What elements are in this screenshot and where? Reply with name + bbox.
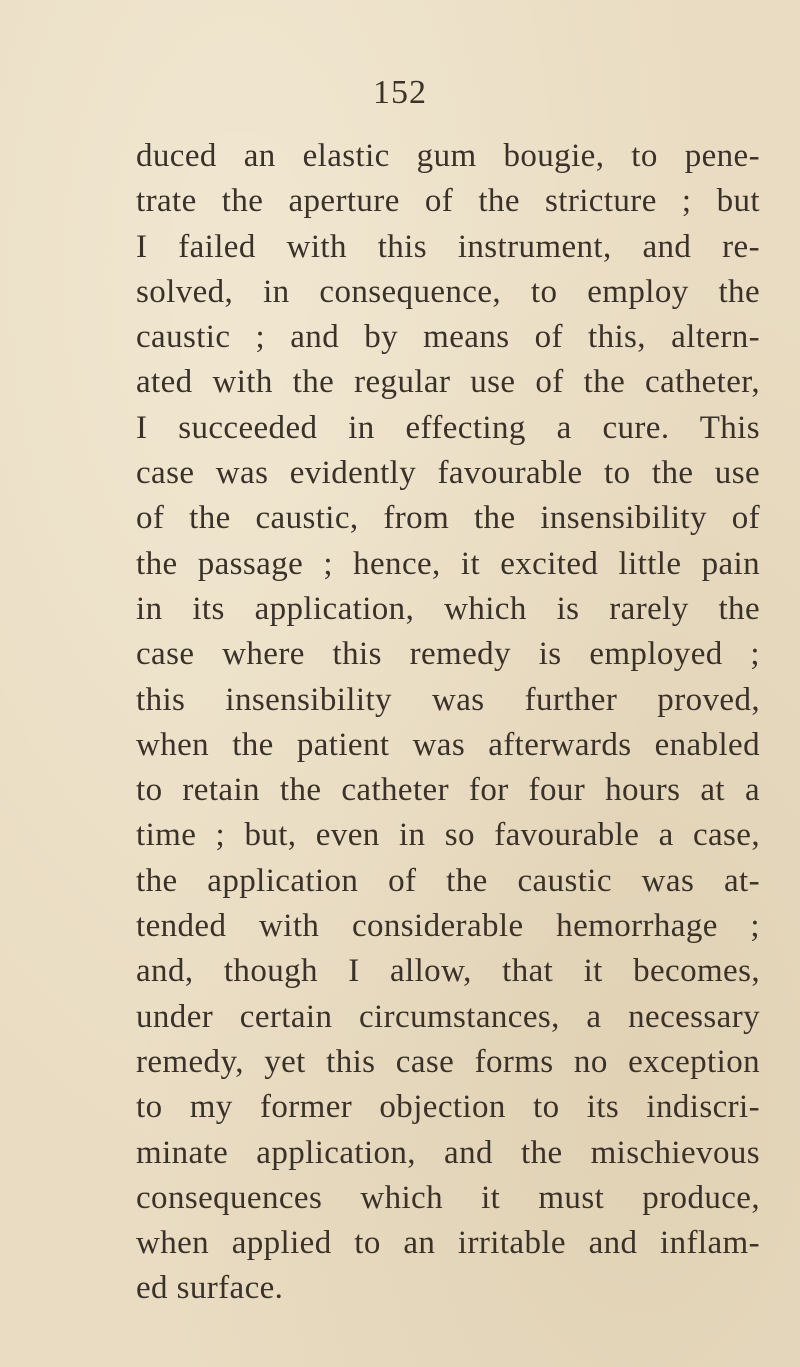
- text-line-17: the application of the caustic was at-: [136, 862, 760, 899]
- text-line-9: of the caustic, from the insensibility of: [136, 500, 760, 537]
- text-line-6: ated with the regular use of the catheter,: [136, 364, 760, 401]
- text-line-23: minate application, and the mischievous: [136, 1134, 760, 1171]
- text-line-24: consequences which it must produce,: [136, 1179, 760, 1216]
- text-line-1: duced an elastic gum bougie, to pene-: [136, 138, 760, 174]
- text-line-5: caustic ; and by means of this, altern-: [136, 319, 760, 356]
- text-line-25: when applied to an irritable and inflam-: [136, 1225, 760, 1262]
- text-line-21: remedy, yet this case forms no exception: [136, 1043, 760, 1080]
- text-line-2: trate the aperture of the stricture ; but: [136, 183, 760, 220]
- text-line-13: this insensibility was further proved,: [136, 681, 760, 718]
- text-line-10: the passage ; hence, it excited little pain: [136, 545, 760, 582]
- text-line-8: case was evidently favourable to the use: [136, 455, 760, 492]
- text-line-3: I failed with this instrument, and re-: [136, 228, 760, 265]
- body-text: [136, 134, 760, 1312]
- text-line-4: solved, in consequence, to employ the: [136, 273, 760, 310]
- text-line-26: ed surface.: [136, 1270, 284, 1307]
- text-line-20: under certain circumstances, a necessary: [136, 998, 760, 1035]
- text-line-7: I succeeded in effecting a cure. This: [136, 409, 760, 446]
- text-line-22: to my former objection to its indiscri-: [136, 1089, 760, 1126]
- text-line-16: time ; but, even in so favourable a case,: [136, 817, 760, 854]
- text-line-18: tended with considerable hemorrhage ;: [136, 908, 760, 945]
- text-line-12: case where this remedy is employed ;: [136, 636, 760, 673]
- text-line-11: in its application, which is rarely the: [136, 590, 760, 627]
- page-number: 152: [373, 74, 427, 111]
- text-line-14: when the patient was afterwards enabled: [136, 726, 760, 763]
- text-line-15: to retain the catheter for four hours at a: [136, 772, 760, 809]
- text-line-19: and, though I allow, that it becomes,: [136, 953, 760, 990]
